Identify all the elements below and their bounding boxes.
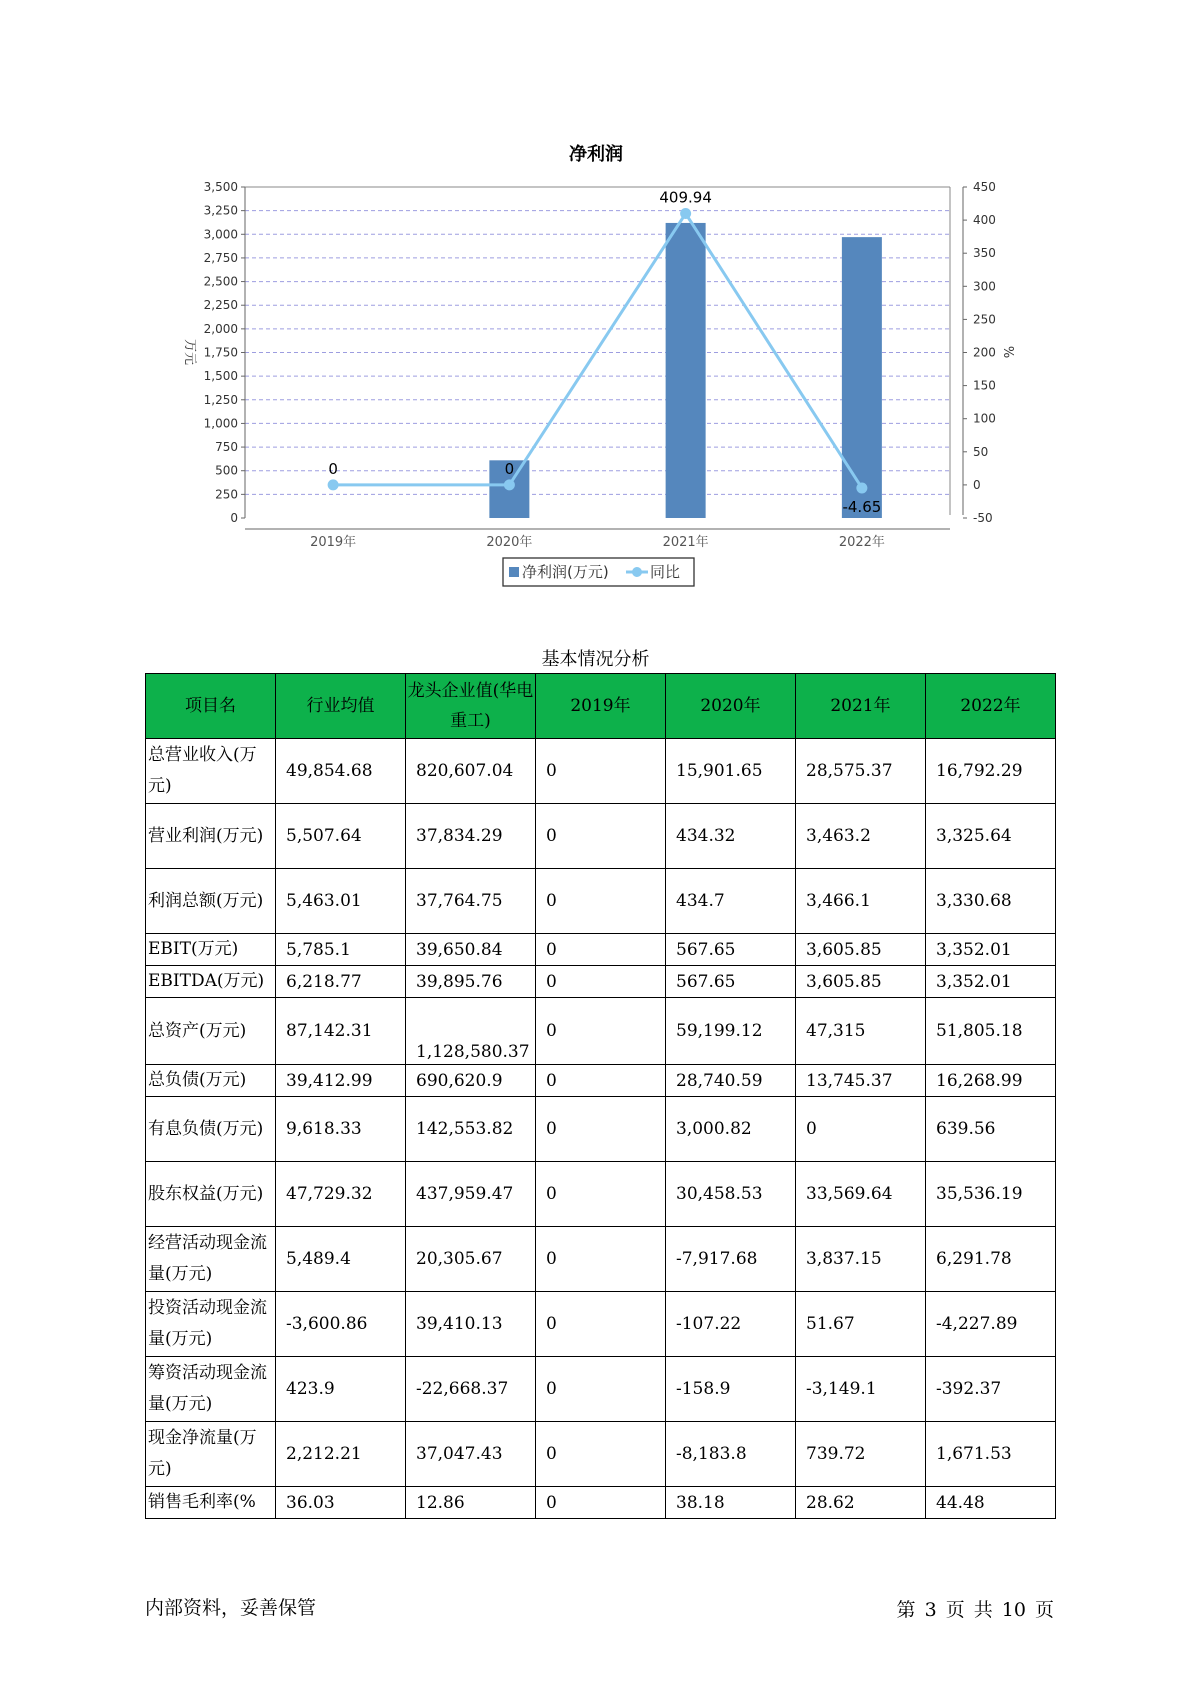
row-value: 3,605.85 [796,934,926,966]
row-value: 3,466.1 [796,869,926,934]
row-name: 筹资活动现金流量(万元) [146,1357,276,1422]
left-tick-label: 2,000 [203,321,238,336]
row-value: 0 [536,1227,666,1292]
row-value: 3,837.15 [796,1227,926,1292]
table-row [146,1357,1056,1422]
row-value: 36.03 [276,1487,406,1519]
table-row [146,804,1056,869]
row-name: 销售毛利率(% [146,1487,276,1519]
header-industry-avg: 行业均值 [276,674,406,739]
row-value: 639.56 [926,1097,1056,1162]
header-2021: 2021年 [796,674,926,739]
row-value: 5,489.4 [276,1227,406,1292]
row-value: 44.48 [926,1487,1056,1519]
row-name: 总营业收入(万元) [146,739,276,804]
yoy-data-label: 0 [504,459,515,478]
row-name: EBIT(万元) [146,934,276,966]
row-value: 38.18 [666,1487,796,1519]
row-value: 39,412.99 [276,1065,406,1097]
row-value: 13,745.37 [796,1065,926,1097]
left-tick-label: 1,750 [203,345,238,360]
row-value: 3,463.2 [796,804,926,869]
footer-confidential-note: 内部资料，妥善保管 [145,1597,317,1619]
row-name: 现金净流量(万元) [146,1422,276,1487]
row-name: 总负债(万元) [146,1065,276,1097]
right-tick-label: 450 [973,180,996,194]
row-value: 47,315 [796,998,926,1065]
row-value: 37,764.75 [406,869,536,934]
table-caption: 基本情况分析 [541,649,650,670]
row-value: 16,268.99 [926,1065,1056,1097]
row-value: 820,607.04 [406,739,536,804]
row-value: 3,330.68 [926,869,1056,934]
right-axis-title: % [1000,345,1015,359]
left-tick-label: 1,500 [203,369,238,384]
legend-bar-swatch [509,567,519,577]
row-value: 12.86 [406,1487,536,1519]
right-tick-label: 50 [973,444,989,459]
table-row [146,1162,1056,1227]
yoy-point [328,479,339,490]
row-value: 0 [536,966,666,998]
row-value: 0 [536,998,666,1065]
row-name: 营业利润(万元) [146,804,276,869]
row-value: 87,142.31 [276,998,406,1065]
row-value: 434.32 [666,804,796,869]
row-value: 6,291.78 [926,1227,1056,1292]
table-row [146,966,1056,998]
header-2020: 2020年 [666,674,796,739]
legend-bar-label: 净利润(万元) [522,563,609,581]
row-value: 567.65 [666,966,796,998]
row-value: 0 [536,1097,666,1162]
row-value: 0 [536,934,666,966]
yoy-data-label: 409.94 [659,188,712,207]
bar-2021年 [666,223,706,518]
row-value: 0 [796,1097,926,1162]
row-value: 39,650.84 [406,934,536,966]
row-value: 51,805.18 [926,998,1056,1065]
right-tick-label: -50 [973,511,993,525]
row-value: 51.67 [796,1292,926,1357]
legend-line-label: 同比 [650,563,681,581]
row-name: EBITDA(万元) [146,966,276,998]
row-value: 690,620.9 [406,1065,536,1097]
right-tick-label: 400 [973,213,996,228]
row-value: 0 [536,1292,666,1357]
row-name: 股东权益(万元) [146,1162,276,1227]
row-value: 16,792.29 [926,739,1056,804]
row-value: 434.7 [666,869,796,934]
row-value: 0 [536,1422,666,1487]
row-value: 37,047.43 [406,1422,536,1487]
row-value: 0 [536,804,666,869]
header-2019: 2019年 [536,674,666,739]
row-value: 28,740.59 [666,1065,796,1097]
bar-2022年 [842,237,882,518]
left-tick-label: 750 [215,440,238,455]
right-tick-label: 250 [973,312,996,327]
row-value: 9,618.33 [276,1097,406,1162]
table-row [146,934,1056,966]
x-tick-label: 2020年 [486,535,533,550]
yoy-point [680,208,691,219]
row-name: 利润总额(万元) [146,869,276,934]
basic-analysis-table [145,673,1056,1519]
table-row [146,998,1056,1065]
right-tick-label: 100 [973,411,996,426]
row-value: 47,729.32 [276,1162,406,1227]
row-value: 49,854.68 [276,739,406,804]
yoy-data-label: -4.65 [842,497,882,516]
chart-title: 净利润 [569,144,623,165]
table-row [146,1487,1056,1519]
row-value: 39,895.76 [406,966,536,998]
yoy-point [504,479,515,490]
table-row [146,1065,1056,1097]
chart-legend [503,558,694,586]
row-value: 3,605.85 [796,966,926,998]
row-name: 有息负债(万元) [146,1097,276,1162]
x-tick-label: 2021年 [662,535,709,550]
row-value: -3,149.1 [796,1357,926,1422]
net-profit-chart [0,0,1191,600]
left-tick-label: 2,250 [203,298,238,313]
table-row [146,869,1056,934]
table-row [146,1292,1056,1357]
legend-line-marker [632,567,642,577]
yoy-data-label: 0 [328,459,338,478]
row-value: -107.22 [666,1292,796,1357]
row-value: 1,671.53 [926,1422,1056,1487]
right-tick-label: 150 [973,378,996,393]
row-value: 1,128,580.37 [406,998,536,1065]
row-value: 20,305.67 [406,1227,536,1292]
row-value: 5,463.01 [276,869,406,934]
header-2022: 2022年 [926,674,1056,739]
row-value: 0 [536,739,666,804]
right-tick-label: 200 [973,345,996,360]
right-tick-label: 350 [973,246,996,261]
row-value: 37,834.29 [406,804,536,869]
row-value: -4,227.89 [926,1292,1056,1357]
table-row [146,1097,1056,1162]
yoy-point [856,482,867,493]
row-value: 30,458.53 [666,1162,796,1227]
row-value: 5,785.1 [276,934,406,966]
footer-page-number: 第 3 页 共 10 页 [896,1599,1054,1621]
left-tick-label: 2,500 [203,274,238,289]
left-tick-label: 3,250 [203,203,238,218]
row-name: 总资产(万元) [146,998,276,1065]
row-value: 15,901.65 [666,739,796,804]
row-value: 5,507.64 [276,804,406,869]
row-value: 0 [536,1065,666,1097]
row-value: 3,325.64 [926,804,1056,869]
row-value: 28,575.37 [796,739,926,804]
header-item-name: 项目名 [146,674,276,739]
row-value: 39,410.13 [406,1292,536,1357]
row-value: -8,183.8 [666,1422,796,1487]
row-value: 0 [536,1162,666,1227]
row-value: 35,536.19 [926,1162,1056,1227]
row-value: 739.72 [796,1422,926,1487]
row-value: -3,600.86 [276,1292,406,1357]
left-axis-title: 万元 [182,338,197,366]
row-value: 3,352.01 [926,966,1056,998]
row-value: 2,212.21 [276,1422,406,1487]
row-value: -22,668.37 [406,1357,536,1422]
left-tick-label: 3,500 [203,180,238,194]
row-name: 经营活动现金流量(万元) [146,1227,276,1292]
left-tick-label: 500 [215,463,238,478]
left-tick-label: 2,750 [203,250,238,265]
row-value: 3,352.01 [926,934,1056,966]
row-value: 6,218.77 [276,966,406,998]
row-value: -158.9 [666,1357,796,1422]
row-value: 28.62 [796,1487,926,1519]
right-tick-label: 0 [973,477,981,492]
left-tick-label: 1,000 [203,416,238,431]
row-value: -7,917.68 [666,1227,796,1292]
table-row [146,1422,1056,1487]
row-value: 59,199.12 [666,998,796,1065]
row-value: 567.65 [666,934,796,966]
row-value: -392.37 [926,1357,1056,1422]
row-value: 142,553.82 [406,1097,536,1162]
row-value: 0 [536,1487,666,1519]
row-name: 投资活动现金流量(万元) [146,1292,276,1357]
left-tick-label: 3,000 [203,227,238,242]
row-value: 423.9 [276,1357,406,1422]
left-tick-label: 0 [230,511,238,525]
row-value: 437,959.47 [406,1162,536,1227]
table-header-row [146,674,1056,739]
table-row [146,739,1056,804]
row-value: 0 [536,869,666,934]
x-tick-label: 2019年 [310,535,357,550]
row-value: 33,569.64 [796,1162,926,1227]
left-tick-label: 1,250 [203,392,238,407]
table-row [146,1227,1056,1292]
header-leader-value: 龙头企业值(华电重工) [406,674,536,739]
x-tick-label: 2022年 [838,535,885,550]
row-value: 0 [536,1357,666,1422]
right-tick-label: 300 [973,279,996,294]
left-tick-label: 250 [215,487,238,502]
row-value: 3,000.82 [666,1097,796,1162]
